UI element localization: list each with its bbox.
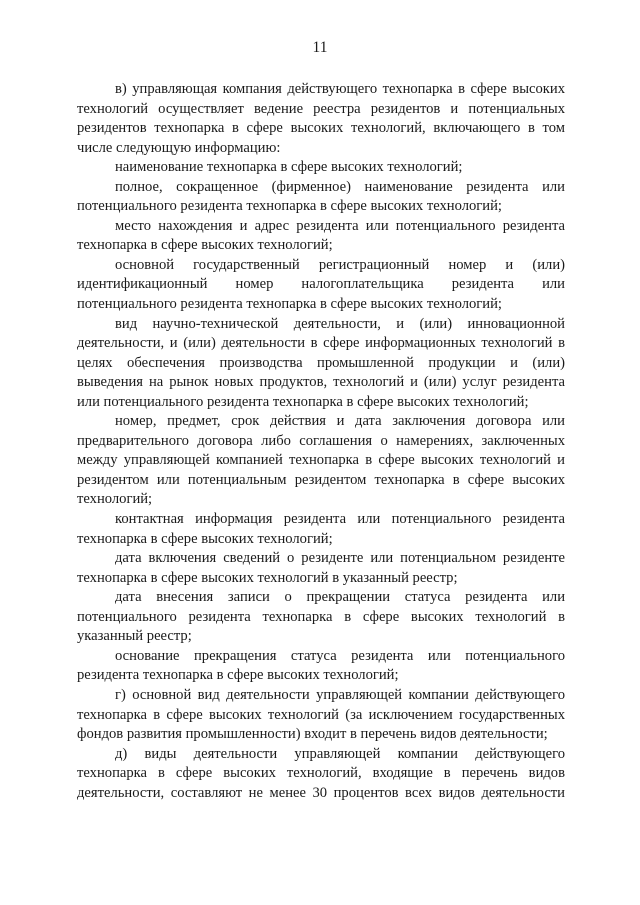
paragraph-termination-reason: основание прекращения статуса резидента или потенциального резидента технопарка в сфере высоких технологий;: [77, 647, 565, 684]
paragraph-technopark-name: наименование технопарка в сфере высоких технологий;: [115, 159, 463, 176]
paragraph-resident-address: место нахождения и адрес резидента или потенциального резидента технопарка в сфере высоких технологий;: [77, 217, 565, 254]
paragraph-contract-details: номер, предмет, срок действия и дата заключения договора или предварительного договора либо соглашения о намерениях, заключенных между управляющей компанией технопарка в сфере высоких технологий и резидентом или потенциальным резидентом технопарка в сфере высоких технологий;: [77, 413, 565, 508]
paragraph-resident-name: полное, сокращенное (фирменное) наименование резидента или потенциального резидента технопарка в сфере высоких технологий;: [77, 178, 565, 215]
paragraph-inclusion-date: дата включения сведений о резиденте или потенциальном резиденте технопарка в сфере высоких технологий в указанный реестр;: [77, 550, 565, 586]
paragraph-contact-info: контактная информация резидента или потенциального резидента технопарка в сфере высоких технологий;: [77, 511, 565, 547]
document-body: [77, 80, 565, 803]
paragraph-termination-date: дата внесения записи о прекращении статуса резидента или потенциального резидента технопарка в сфере высоких технологий в указанный реестр;: [77, 589, 565, 645]
paragraph-registration-number: основной государственный регистрационный номер и (или) идентификационный номер налогоплательщика резидента или потенциального резидента технопарка в сфере высоких технологий;: [77, 256, 565, 313]
paragraph-activity-type: вид научно-технической деятельности, и (или) инновационной деятельности, и (или) деятельности в сфере информационных технологий в целях обеспечения производства промышленной продукции и (или) выведения на рынок новых продуктов, технологий и (или) услуг резидента или потенциального резидента технопарка в сфере высоких технологий;: [77, 315, 565, 410]
paragraph-item-d: д) виды деятельности управляющей компании действующего технопарка в сфере высоких технологий, входящие в перечень видов деятельности, составляют не менее 30 процентов всех видов деятельности: [77, 745, 565, 801]
paragraph-item-g: г) основной вид деятельности управляющей компании действующего технопарка в сфере высоких технологий (за исключением государственных фондов развития промышленности) входит в перечень видов деятельности;: [77, 686, 565, 743]
paragraph-item-v: в) управляющая компания действующего технопарка в сфере высоких технологий осуществляет ведение реестра резидентов и потенциальных резидентов технопарка в сфере высоких технологий, включающего в том числе следующую информацию:: [77, 81, 565, 156]
page-number: 11: [312, 39, 328, 56]
